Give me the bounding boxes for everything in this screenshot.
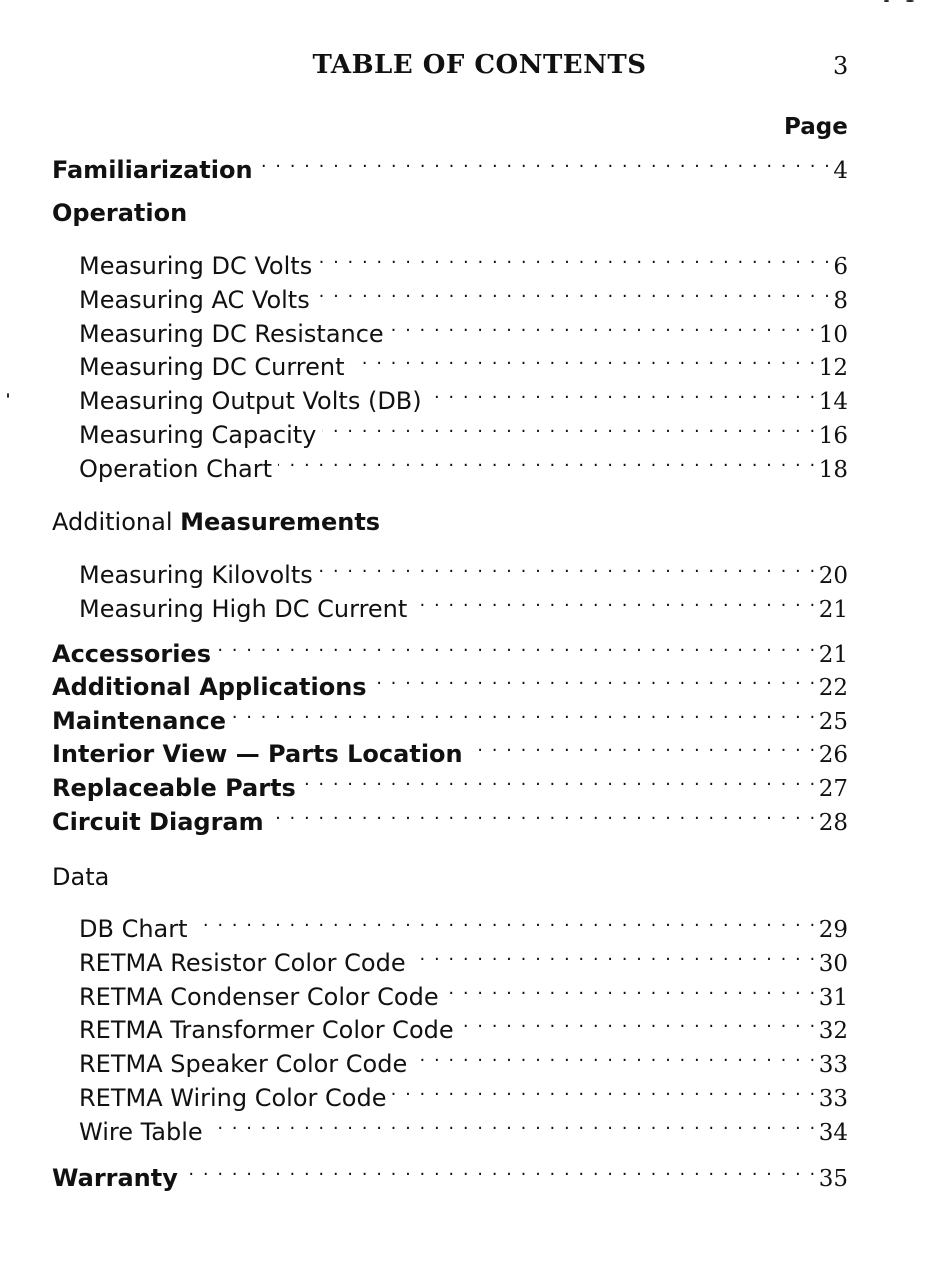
dot-leader: [217, 632, 817, 662]
toc-entry-page: 18: [818, 457, 848, 483]
toc-entry-label: Operation Chart: [79, 455, 273, 483]
dot-leader: [390, 312, 817, 342]
toc-entry-retma-speaker[interactable]: [79, 1042, 848, 1078]
toc-entry-page: 27: [818, 776, 848, 802]
toc-entry-page: 34: [818, 1120, 848, 1146]
dot-leader: [259, 148, 832, 178]
dot-leader: [373, 665, 817, 695]
page-number: 3: [833, 52, 849, 80]
toc-entry-label: Circuit Diagram: [52, 808, 264, 836]
toc-section-label: Data: [52, 863, 110, 891]
toc-entry-page: 4: [833, 158, 848, 184]
toc-entry-label: Additional Applications: [52, 673, 367, 701]
dot-leader: [316, 278, 832, 308]
toc-entry-page: 35: [818, 1166, 848, 1192]
toc-entry-retma-resistor[interactable]: [79, 941, 848, 977]
toc-entry-page: 8: [833, 288, 848, 314]
dot-leader: [318, 244, 831, 274]
toc-entry-interior-view[interactable]: [52, 732, 848, 768]
toc-entry-page: 26: [818, 742, 848, 768]
scan-speck: [7, 393, 9, 398]
toc-entry-label: Measuring Kilovolts: [79, 561, 313, 589]
dot-leader: [184, 1156, 817, 1186]
toc-entry-label: Measuring High DC Current: [79, 595, 408, 623]
toc-entry-measuring-output-volts[interactable]: [79, 379, 848, 415]
toc-section-label-part: Additional: [52, 508, 181, 536]
toc-entry-label: Wire Table: [79, 1118, 203, 1146]
toc-section-data: [52, 863, 848, 893]
toc-entry-replaceable-parts[interactable]: [52, 766, 848, 802]
toc-entry-label: RETMA Transformer Color Code: [79, 1016, 454, 1044]
dot-leader: [278, 447, 817, 477]
toc-entry-page: 21: [818, 642, 848, 668]
toc-entry-label: RETMA Speaker Color Code: [79, 1050, 408, 1078]
dot-leader: [460, 1008, 817, 1038]
toc-section-label-part: Measurements: [180, 508, 381, 536]
page-title: TABLE OF CONTENTS: [312, 50, 647, 80]
toc-entry-label: Interior View — Parts Location: [52, 740, 463, 768]
toc-entry-page: 14: [818, 389, 848, 415]
toc-entry-additional-applications[interactable]: [52, 665, 848, 701]
toc-entry-page: 21: [818, 597, 848, 623]
toc-entry-measuring-kilovolts[interactable]: [79, 553, 848, 589]
toc-entry-wire-table[interactable]: [79, 1110, 848, 1146]
toc-entry-page: 31: [818, 985, 848, 1011]
toc-entry-measuring-capacity[interactable]: [79, 413, 848, 449]
toc-entry-maintenance[interactable]: [52, 699, 848, 735]
toc-entry-warranty[interactable]: [52, 1156, 848, 1192]
toc-entry-page: 32: [818, 1018, 848, 1044]
dot-leader: [412, 941, 817, 971]
dot-leader: [413, 587, 816, 617]
page-column-label: Page: [784, 114, 848, 140]
scan-speck: [884, 0, 889, 2]
dot-leader: [322, 413, 816, 443]
toc-entry-label: Familiarization: [52, 156, 253, 184]
toc-section-label: [52, 508, 386, 536]
toc-entry-label: Measuring DC Resistance: [79, 320, 384, 348]
toc-entry-retma-condenser[interactable]: [79, 975, 848, 1011]
dot-leader: [302, 766, 817, 796]
toc-entry-page: 20: [818, 563, 848, 589]
toc-entry-familiarization[interactable]: [52, 148, 848, 184]
toc-entry-label: DB Chart: [79, 915, 188, 943]
toc-entry-page: 22: [818, 675, 848, 701]
toc-entry-label: Accessories: [52, 640, 211, 668]
toc-entry-page: 29: [818, 917, 848, 943]
dot-leader: [232, 699, 817, 729]
dot-leader: [209, 1110, 817, 1140]
toc-entry-label: Warranty: [52, 1164, 178, 1192]
toc-section-additional-measurements: [52, 508, 848, 538]
dot-leader: [319, 553, 817, 583]
toc-entry-page: 10: [818, 322, 848, 348]
dot-leader: [413, 1042, 816, 1072]
toc-entry-label: Maintenance: [52, 707, 227, 735]
toc-entry-circuit-diagram[interactable]: [52, 800, 848, 836]
toc-entry-page: 33: [818, 1052, 848, 1078]
toc-entry-db-chart[interactable]: [79, 907, 848, 943]
toc-entry-page: 28: [818, 810, 848, 836]
toc-entry-retma-wiring[interactable]: [79, 1076, 848, 1112]
dot-leader: [392, 1076, 816, 1106]
toc-entry-page: 30: [818, 951, 848, 977]
dot-leader: [469, 732, 817, 762]
dot-leader: [445, 975, 817, 1005]
toc-entry-label: RETMA Wiring Color Code: [79, 1084, 387, 1112]
dot-leader: [351, 345, 817, 375]
toc-entry-label: Replaceable Parts: [52, 774, 296, 802]
toc-entry-page: 25: [818, 709, 848, 735]
toc-entry-accessories[interactable]: [52, 632, 848, 668]
toc-entry-label: Measuring Output Volts (DB): [79, 387, 422, 415]
toc-entry-measuring-ac-volts[interactable]: [79, 278, 848, 314]
toc-entry-measuring-high-dc-current[interactable]: [79, 587, 848, 623]
toc-entry-page: 16: [818, 423, 848, 449]
toc-entry-label: RETMA Condenser Color Code: [79, 983, 439, 1011]
toc-entry-page: 6: [833, 254, 848, 280]
toc-entry-label: Measuring DC Volts: [79, 252, 313, 280]
toc-section-operation: [52, 199, 848, 229]
dot-leader: [270, 800, 817, 830]
toc-entry-label: Measuring AC Volts: [79, 286, 310, 314]
toc-entry-measuring-dc-volts[interactable]: [79, 244, 848, 280]
toc-entry-operation-chart[interactable]: [79, 447, 848, 483]
toc-entry-page: 12: [818, 355, 848, 381]
toc-entry-label: Measuring Capacity: [79, 421, 317, 449]
toc-entry-retma-transformer[interactable]: [79, 1008, 848, 1044]
toc-entry-label: RETMA Resistor Color Code: [79, 949, 406, 977]
scan-speck: [906, 0, 914, 2]
toc-entry-label: Measuring DC Current: [79, 353, 345, 381]
dot-leader: [194, 907, 817, 937]
toc-section-label: Operation: [52, 199, 188, 227]
toc-entry-measuring-dc-current[interactable]: [79, 345, 848, 381]
toc-entry-measuring-dc-resistance[interactable]: [79, 312, 848, 348]
toc-entry-page: 33: [818, 1086, 848, 1112]
dot-leader: [428, 379, 817, 409]
